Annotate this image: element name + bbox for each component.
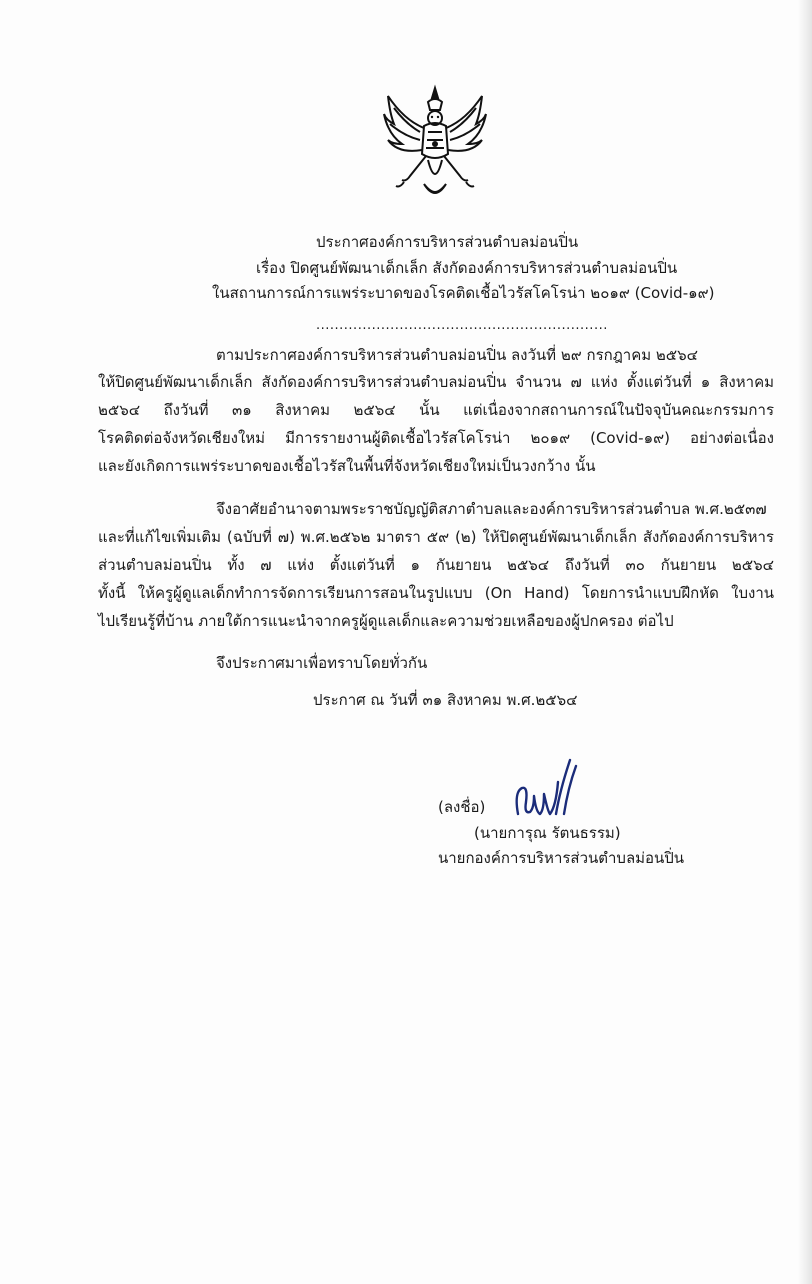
para2-line-2: และที่แก้ไขเพิ่มเติม (ฉบับที่ ๗) พ.ศ.๒๕๖๒ มาตรา ๕๙ (๒) ให้ปิดศูนย์พัฒนาเด็กเล็ก สังกัดองค์การบริหาร <box>98 528 774 546</box>
signatory-position: นายกองค์การบริหารส่วนตำบลม่อนปิ่น <box>438 849 685 867</box>
para1-line-4: โรคติดต่อจังหวัดเชียงใหม่ มีการรายงานผู้ติดเชื้อไวรัสโคโรน่า ๒๐๑๙ (Covid-๑๙) อย่างต่อเนื่อง <box>98 429 774 447</box>
signature-label: (ลงชื่อ) <box>438 798 486 816</box>
announcement-date: ประกาศ ณ วันที่ ๓๑ สิงหาคม พ.ศ.๒๕๖๔ <box>313 691 578 709</box>
signatory-name: (นายการุณ รัตนธรรม) <box>474 824 621 842</box>
para2-line-4: ทั้งนี้ ให้ครูผู้ดูแลเด็กทำการจัดการเรียนการสอนในรูปแบบ (On Hand) โดยการนำแบบฝึกหัด ใบงาน <box>98 584 774 602</box>
para2-line-5: ไปเรียนรู้ที่บ้าน ภายใต้การแนะนำจากครูผู้ดูแลเด็กและความช่วยเหลือของผู้ปกครอง ต่อไป <box>98 612 674 630</box>
document-subject-line-2: ในสถานการณ์การแพร่ระบาดของโรคติดเชื้อไวรัสโคโรน่า ๒๐๑๙ (Covid-๑๙) <box>212 284 715 302</box>
garuda-emblem-icon <box>380 84 490 204</box>
document-title: ประกาศองค์การบริหารส่วนตำบลม่อนปิ่น <box>316 233 579 251</box>
para1-line-5: และยังเกิดการแพร่ระบาดของเชื้อไวรัสในพื้นที่จังหวัดเชียงใหม่เป็นวงกว้าง นั้น <box>98 457 596 475</box>
document-subject: เรื่อง ปิดศูนย์พัฒนาเด็กเล็ก สังกัดองค์การบริหารส่วนตำบลม่อนปิ่น <box>256 259 678 277</box>
para1-line-1: ตามประกาศองค์การบริหารส่วนตำบลม่อนปิ่น ลงวันที่ ๒๙ กรกฎาคม ๒๕๖๔ <box>216 346 698 364</box>
para2-line-1: จึงอาศัยอำนาจตามพระราชบัญญัติสภาตำบลและองค์การบริหารส่วนตำบล พ.ศ.๒๕๓๗ <box>216 500 767 518</box>
page-edge-shadow <box>798 0 812 1284</box>
para2-line-3: ส่วนตำบลม่อนปิ่น ทั้ง ๗ แห่ง ตั้งแต่วันที่ ๑ กันยายน ๒๕๖๔ ถึงวันที่ ๓๐ กันยายน ๒๕๖๔ <box>98 556 774 574</box>
closing-statement: จึงประกาศมาเพื่อทราบโดยทั่วกัน <box>216 654 428 672</box>
para1-line-3: ๒๕๖๔ ถึงวันที่ ๓๑ สิงหาคม ๒๕๖๔ นั้น แต่เนื่องจากสถานการณ์ในปัจจุบันคณะกรรมการ <box>98 401 774 419</box>
handwritten-signature <box>508 756 578 826</box>
title-divider: ............................................................... <box>316 318 608 333</box>
para1-line-2: ให้ปิดศูนย์พัฒนาเด็กเล็ก สังกัดองค์การบริหารส่วนตำบลม่อนปิ่น จำนวน ๗ แห่ง ตั้งแต่วันที่ ๑ สิงหาคม <box>98 373 774 391</box>
